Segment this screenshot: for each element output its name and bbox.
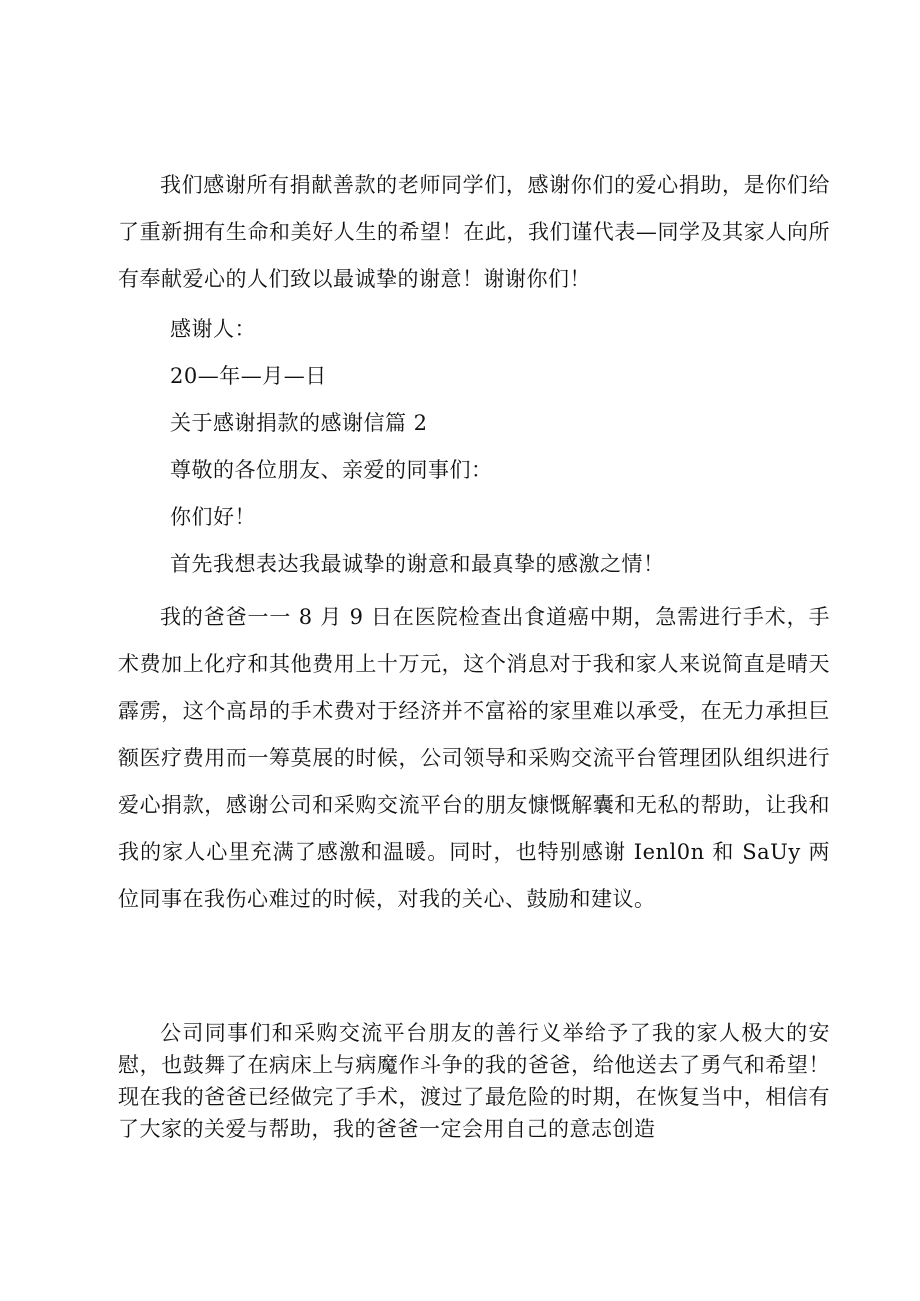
short-lines-block bbox=[118, 306, 830, 588]
section-title: 关于感谢捐款的感谢信篇 2 bbox=[170, 411, 428, 435]
story-paragraph: 我的爸爸一一 8 月 9 日在医院检查出食道癌中期，急需进行手术，手术费加上化疗和其他费用上十万元，这个消息对于我和家人来说简直是晴天霹雳，这个高昂的手术费对于经济并不富裕的家里难以承受，在无力承担巨额医疗费用而一筹莫展的时候，公司领导和采购交流平台管理团队组织进行爱心捐款，感谢公司和采购交流平台的朋友慷慨解囊和无私的帮助，让我和我的家人心里充满了感激和温暖。同时，也特别感谢 Ienl0n 和 SaUy 两位同事在我伤心难过的时候，对我的关心、鼓励和建议。 bbox=[118, 605, 830, 911]
story-paragraph-block bbox=[118, 594, 830, 923]
date-line: 20—年—月—日 bbox=[170, 364, 327, 388]
salutation: 尊敬的各位朋友、亲爱的同事们： bbox=[170, 458, 493, 482]
closing-paragraph: 公司同事们和采购交流平台朋友的善行义举给予了我的家人极大的安慰，也鼓舞了在病床上与病魔作斗争的我的爸爸，给他送去了勇气和希望！现在我的爸爸已经做完了手术，渡过了最危险的时期，在恢复当中，相信有了大家的关爱与帮助，我的爸爸一定会用自己的意志创造 bbox=[118, 1021, 830, 1141]
greeting: 你们好！ bbox=[170, 505, 256, 529]
opening-sentence: 首先我想表达我最诚挚的谢意和最真挚的感激之情！ bbox=[170, 552, 665, 576]
thanker-label: 感谢人： bbox=[170, 317, 256, 341]
thanks-paragraph: 我们感谢所有捐献善款的老师同学们，感谢你们的爱心捐助，是你们给了重新拥有生命和美好人生的希望！在此，我们谨代表—同学及其家人向所有奉献爱心的人们致以最诚挚的谢意！谢谢你们！ bbox=[118, 173, 830, 291]
closing-paragraph-block bbox=[118, 1017, 830, 1145]
thanks-paragraph-block bbox=[118, 162, 830, 303]
